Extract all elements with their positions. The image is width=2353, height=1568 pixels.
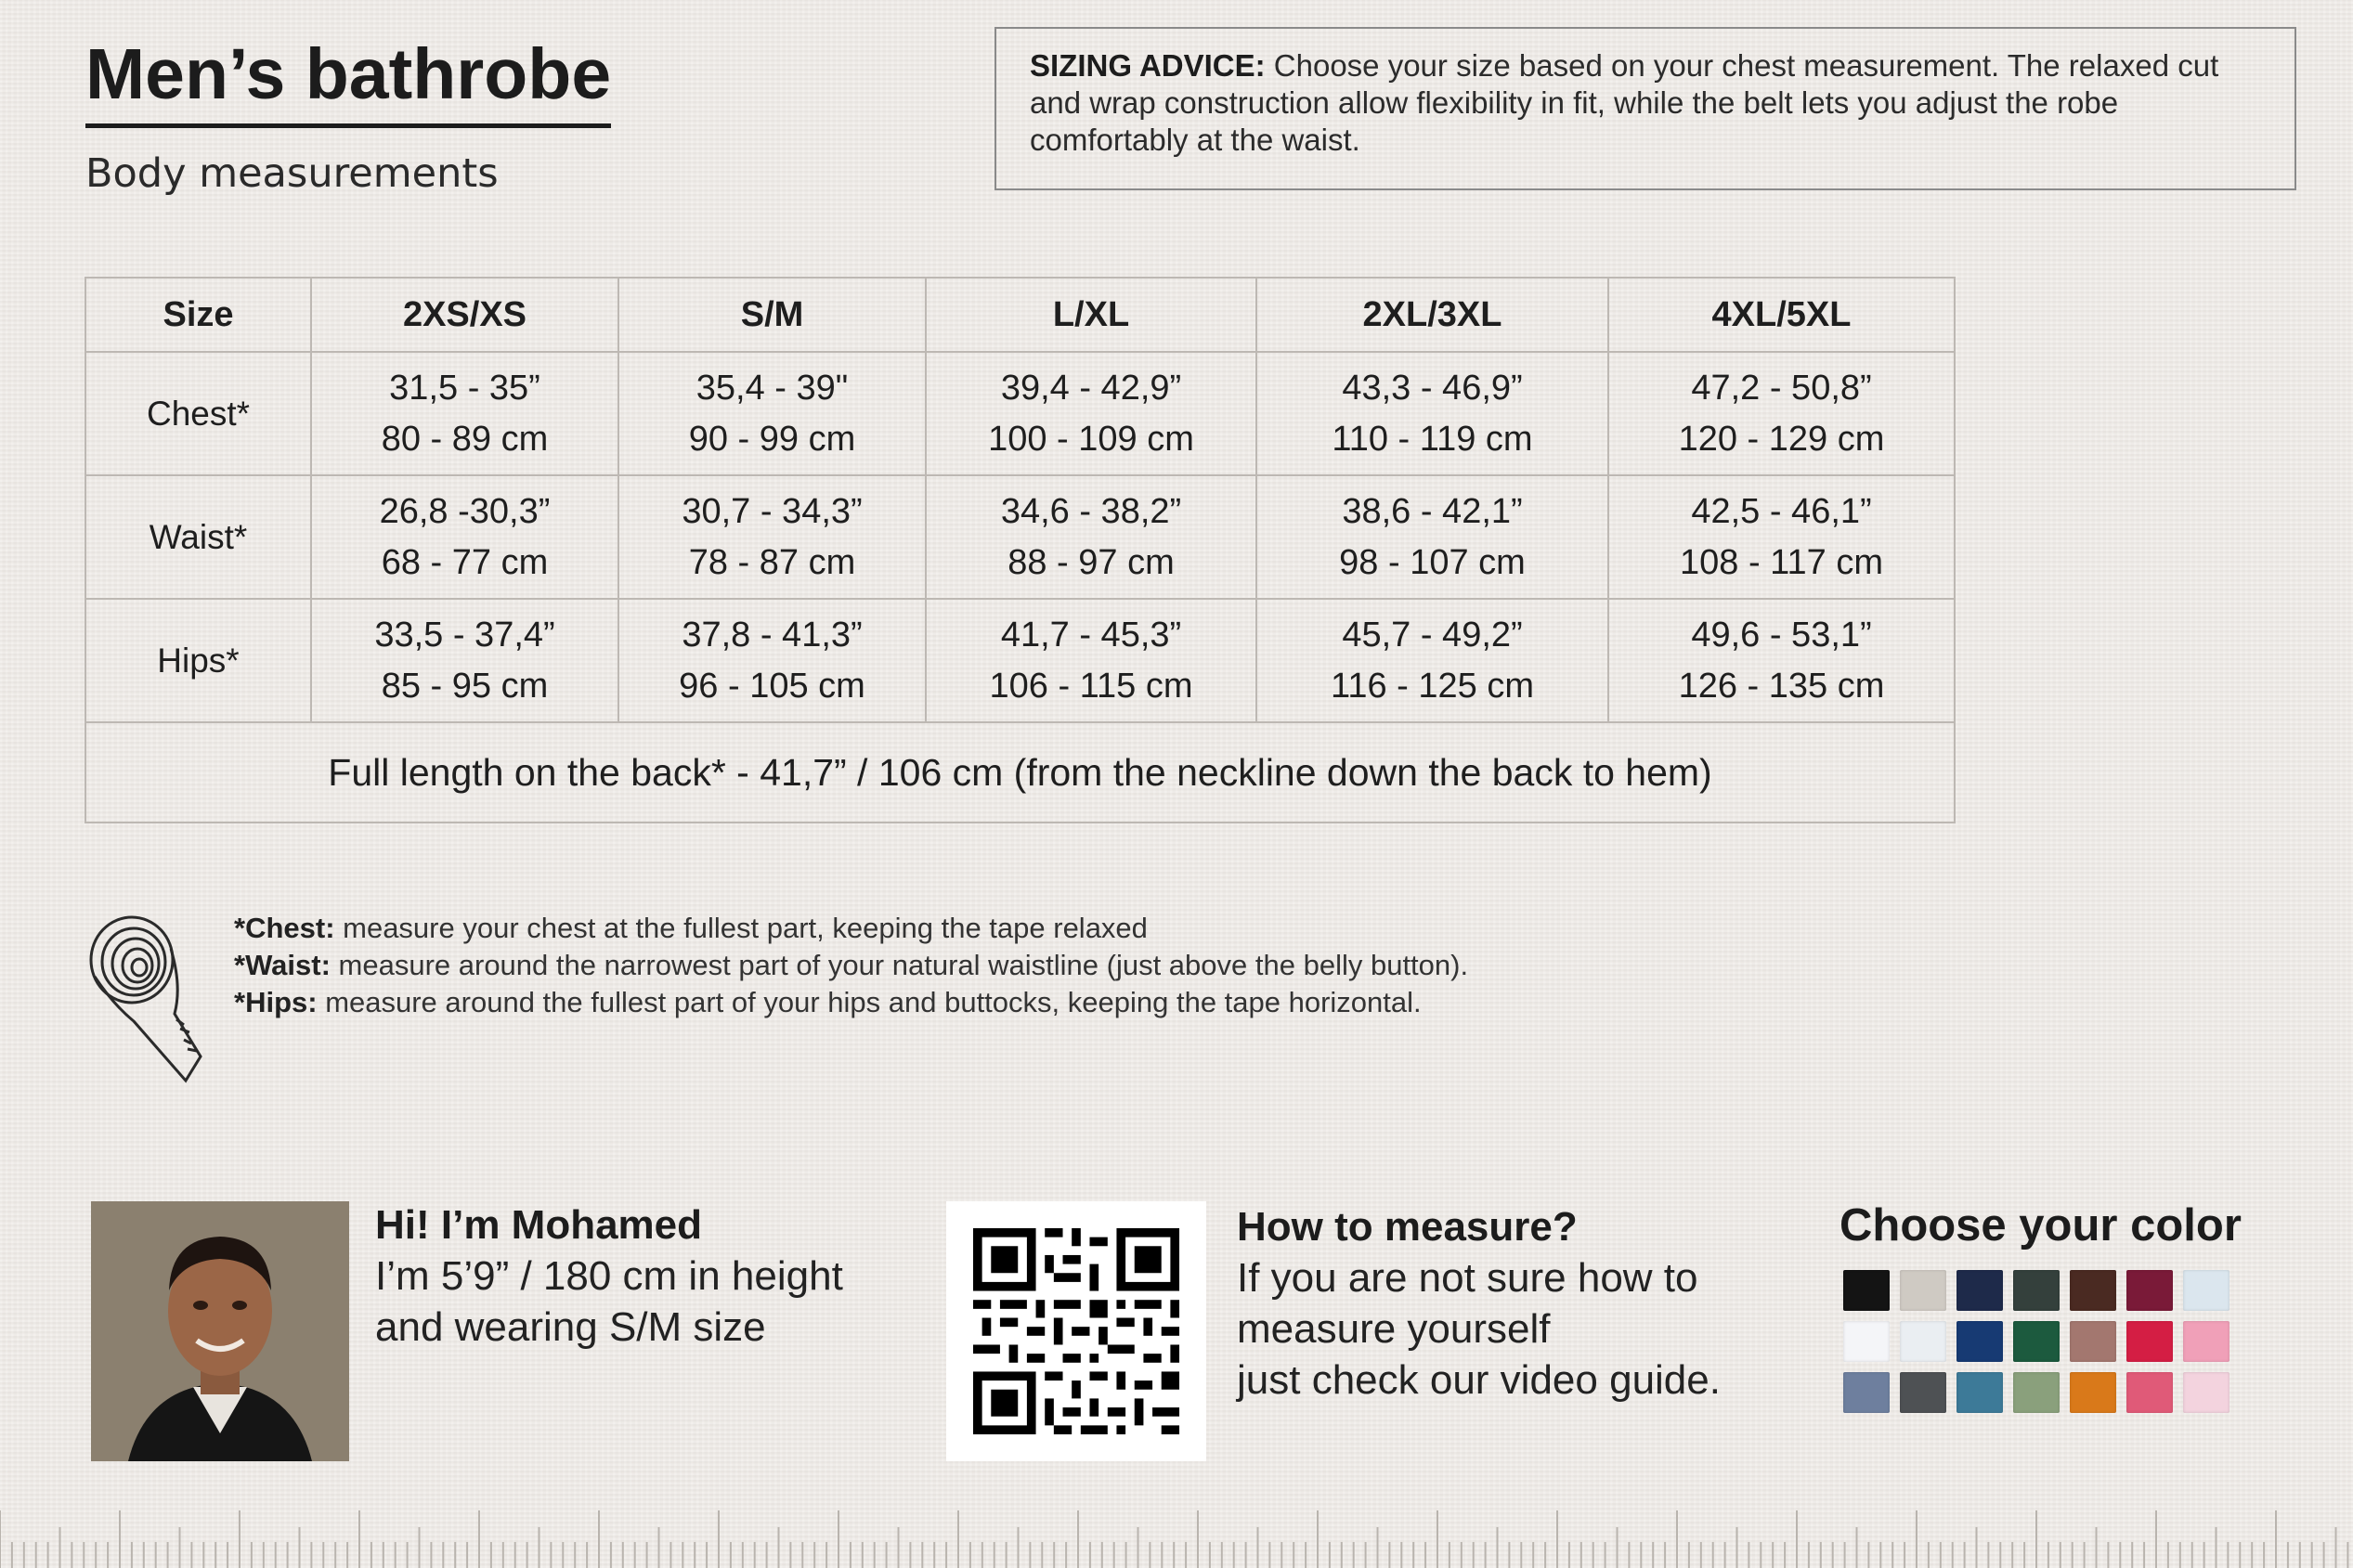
note-label: *Hips: <box>234 986 318 1018</box>
measurement-notes <box>234 910 1468 1021</box>
measure-line: If you are not sure how to <box>1237 1255 1698 1301</box>
cell-cm: 85 - 95 cm <box>381 666 549 706</box>
sizing-advice-text: Choose your size based on your chest measurement. The relaxed cut and wrap construction allow flexibility in fit, while the belt lets you adjust the robe comfortably at the waist. <box>1030 48 2219 157</box>
color-swatch[interactable] <box>2126 1270 2173 1311</box>
table-row-chest <box>85 352 1955 475</box>
cell-cm: 78 - 87 cm <box>688 542 856 582</box>
cell-cm: 116 - 125 cm <box>1331 666 1534 706</box>
cell-inches: 45,7 - 49,2” <box>1342 615 1523 654</box>
cell-cm: 106 - 115 cm <box>989 666 1193 706</box>
color-swatch[interactable] <box>1956 1270 2003 1311</box>
measure-heading: How to measure? <box>1237 1204 1578 1250</box>
cell-cm: 100 - 109 cm <box>988 419 1194 459</box>
row-label: Hips* <box>85 599 311 722</box>
row-label: Chest* <box>85 352 311 475</box>
table-row-full-length <box>85 722 1955 823</box>
table-cell <box>926 599 1256 722</box>
header-l-xl: L/XL <box>926 278 1256 352</box>
cell-cm: 126 - 135 cm <box>1678 666 1885 706</box>
header-s-m: S/M <box>618 278 926 352</box>
table-cell <box>618 475 926 599</box>
cell-inches: 34,6 - 38,2” <box>1000 491 1182 531</box>
header-2xl-3xl: 2XL/3XL <box>1256 278 1608 352</box>
measure-line: measure yourself <box>1237 1306 1551 1352</box>
cell-cm: 88 - 97 cm <box>1008 542 1175 582</box>
cell-inches: 26,8 -30,3” <box>379 491 551 531</box>
color-swatch[interactable] <box>2013 1321 2060 1362</box>
cell-inches: 38,6 - 42,1” <box>1342 491 1523 531</box>
table-cell <box>926 475 1256 599</box>
table-cell <box>1608 475 1955 599</box>
color-swatch[interactable] <box>2126 1372 2173 1413</box>
color-swatch[interactable] <box>1956 1321 2003 1362</box>
cell-inches: 39,4 - 42,9” <box>1000 368 1182 408</box>
note-text: measure around the narrowest part of your natural waistline (just above the belly button). <box>330 949 1469 981</box>
table-cell <box>1608 352 1955 475</box>
cell-inches: 47,2 - 50,8” <box>1691 368 1872 408</box>
color-swatch[interactable] <box>2070 1321 2116 1362</box>
sizing-advice-label: SIZING ADVICE: <box>1030 48 1266 83</box>
color-swatch[interactable] <box>2183 1372 2230 1413</box>
color-swatch[interactable] <box>2013 1372 2060 1413</box>
table-cell <box>1608 599 1955 722</box>
cell-cm: 108 - 117 cm <box>1680 542 1883 582</box>
cell-cm: 80 - 89 cm <box>381 419 549 459</box>
note-hips <box>234 984 1468 1021</box>
cell-cm: 90 - 99 cm <box>688 419 856 459</box>
table-cell <box>1256 475 1608 599</box>
color-title: Choose your color <box>1840 1200 2242 1251</box>
cell-inches: 42,5 - 46,1” <box>1691 491 1872 531</box>
table-cell <box>618 352 926 475</box>
table-cell <box>1256 599 1608 722</box>
color-swatch[interactable] <box>1843 1270 1890 1311</box>
header-size: Size <box>85 278 311 352</box>
note-text: measure around the fullest part of your hips and buttocks, keeping the tape horizontal. <box>317 986 1422 1018</box>
cell-inches: 30,7 - 34,3” <box>682 491 863 531</box>
color-swatch[interactable] <box>1956 1372 2003 1413</box>
table-cell <box>311 352 618 475</box>
cell-inches: 33,5 - 37,4” <box>374 615 555 654</box>
table-cell <box>311 475 618 599</box>
qr-code[interactable] <box>946 1201 1206 1461</box>
page-subtitle: Body measurements <box>85 150 499 197</box>
row-label: Waist* <box>85 475 311 599</box>
table-cell <box>618 599 926 722</box>
cell-inches: 49,6 - 53,1” <box>1691 615 1872 654</box>
sizing-advice-box <box>994 27 2296 190</box>
cell-cm: 68 - 77 cm <box>381 542 549 582</box>
color-swatches <box>1843 1270 2229 1413</box>
model-info <box>375 1199 843 1353</box>
color-swatch[interactable] <box>2126 1321 2173 1362</box>
color-swatch[interactable] <box>2070 1372 2116 1413</box>
header-4xl-5xl: 4XL/5XL <box>1608 278 1955 352</box>
cell-inches: 31,5 - 35” <box>389 368 540 408</box>
note-waist <box>234 947 1468 984</box>
measuring-tape-icon <box>85 912 206 1088</box>
color-swatch[interactable] <box>1900 1321 1946 1362</box>
color-swatch[interactable] <box>2070 1270 2116 1311</box>
header-2xs-xs: 2XS/XS <box>311 278 618 352</box>
model-height: I’m 5’9” / 180 cm in height <box>375 1253 843 1299</box>
page-title: Men’s bathrobe <box>85 35 611 128</box>
size-table <box>84 277 1956 823</box>
color-swatch[interactable] <box>1843 1372 1890 1413</box>
color-swatch[interactable] <box>2183 1270 2230 1311</box>
table-header-row <box>85 278 1955 352</box>
color-swatch[interactable] <box>1843 1321 1890 1362</box>
table-row-hips <box>85 599 1955 722</box>
note-text: measure your chest at the fullest part, keeping the tape relaxed <box>334 912 1148 944</box>
table-cell <box>1256 352 1608 475</box>
note-label: *Waist: <box>234 949 331 981</box>
cell-cm: 96 - 105 cm <box>679 666 865 706</box>
cell-cm: 120 - 129 cm <box>1678 419 1885 459</box>
color-swatch[interactable] <box>2183 1321 2230 1362</box>
full-length-note: Full length on the back* - 41,7” / 106 cm (from the neckline down the back to hem) <box>85 722 1955 823</box>
cell-inches: 41,7 - 45,3” <box>1000 615 1182 654</box>
model-greeting: Hi! I’m Mohamed <box>375 1202 703 1248</box>
color-swatch[interactable] <box>1900 1270 1946 1311</box>
cell-inches: 37,8 - 41,3” <box>682 615 863 654</box>
measure-line: just check our video guide. <box>1237 1357 1721 1403</box>
measure-guide <box>1237 1201 1721 1406</box>
model-photo <box>91 1201 349 1461</box>
model-size: and wearing S/M size <box>375 1304 766 1350</box>
ruler-decoration <box>0 1495 2353 1568</box>
cell-cm: 98 - 107 cm <box>1339 542 1526 582</box>
note-label: *Chest: <box>234 912 335 944</box>
table-cell <box>311 599 618 722</box>
table-row-waist <box>85 475 1955 599</box>
cell-cm: 110 - 119 cm <box>1332 419 1533 459</box>
color-swatch[interactable] <box>2013 1270 2060 1311</box>
table-cell <box>926 352 1256 475</box>
cell-inches: 35,4 - 39" <box>696 368 849 408</box>
color-swatch[interactable] <box>1900 1372 1946 1413</box>
note-chest <box>234 910 1468 947</box>
cell-inches: 43,3 - 46,9” <box>1342 368 1523 408</box>
